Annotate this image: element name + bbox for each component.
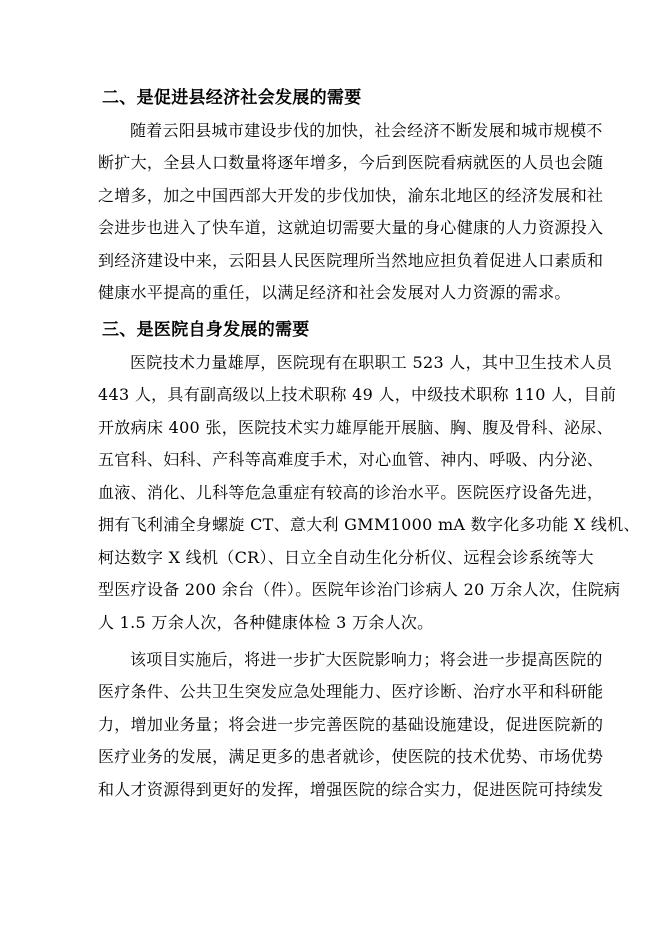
paragraph-line: 医疗业务的发展，满足更多的患者就诊，使医院的技术优势、市场优势	[98, 747, 604, 766]
paragraph-line: 五官科、妇科、产科等高难度手术，对心血管、神内、呼吸、内分泌、	[98, 450, 604, 469]
paragraph-line: 443 人，具有副高级以上技术职称 49 人，中级技术职称 110 人，目前	[98, 385, 617, 404]
paragraph-line: 拥有飞利浦全身螺旋 CT、意大利 GMM1000 mA 数字化多功能 X 线机、	[98, 515, 640, 534]
paragraph-line: 该项目实施后，将进一步扩大医院影响力；将会进一步提高医院的	[130, 650, 603, 669]
paragraph-line: 和人才资源得到更好的发挥，增强医院的综合实力，促进医院可持续发	[98, 780, 604, 799]
paragraph-line: 健康水平提高的重任，以满足经济和社会发展对人力资源的需求。	[98, 283, 571, 302]
paragraph-line: 断扩大，全县人口数量将逐年增多，今后到医院看病就医的人员也会随	[98, 153, 604, 172]
paragraph-line: 型医疗设备 200 余台（件）。医院年诊治门诊病人 20 万余人次，住院病	[98, 580, 621, 599]
paragraph-line: 随着云阳县城市建设步伐的加快，社会经济不断发展和城市规模不	[130, 121, 603, 140]
paragraph-line: 开放病床 400 张，医院技术实力雄厚能开展脑、胸、腹及骨科、泌尿、	[98, 418, 613, 437]
paragraph-line: 人 1.5 万余人次，各种健康体检 3 万余人次。	[98, 613, 434, 632]
paragraph-line: 到经济建设中来，云阳县人民医院理所当然地应担负着促进人口素质和	[98, 251, 604, 270]
section-heading-2: 二、是促进县经济社会发展的需要	[102, 88, 362, 108]
paragraph-line: 血液、消化、儿科等危急重症有较高的诊治水平。医院医疗设备先进，	[98, 483, 604, 502]
paragraph-line: 医疗条件、公共卫生突发应急处理能力、医疗诊断、治疗水平和科研能	[98, 682, 604, 701]
paragraph-line: 柯达数字 X 线机（CR）、日立全自动生化分析仪、远程会诊系统等大	[98, 548, 594, 567]
paragraph-line: 医院技术力量雄厚，医院现有在职职工 523 人，其中卫生技术人员	[130, 353, 613, 372]
paragraph-line: 之增多，加之中国西部大开发的步伐加快，渝东北地区的经济发展和社	[98, 186, 604, 205]
section-heading-3: 三、是医院自身发展的需要	[102, 320, 310, 340]
paragraph-line: 力，增加业务量；将会进一步完善医院的基础设施建设，促进医院新的	[98, 715, 604, 734]
paragraph-line: 会进步也进入了快车道，这就迫切需要大量的身心健康的人力资源投入	[98, 218, 604, 237]
